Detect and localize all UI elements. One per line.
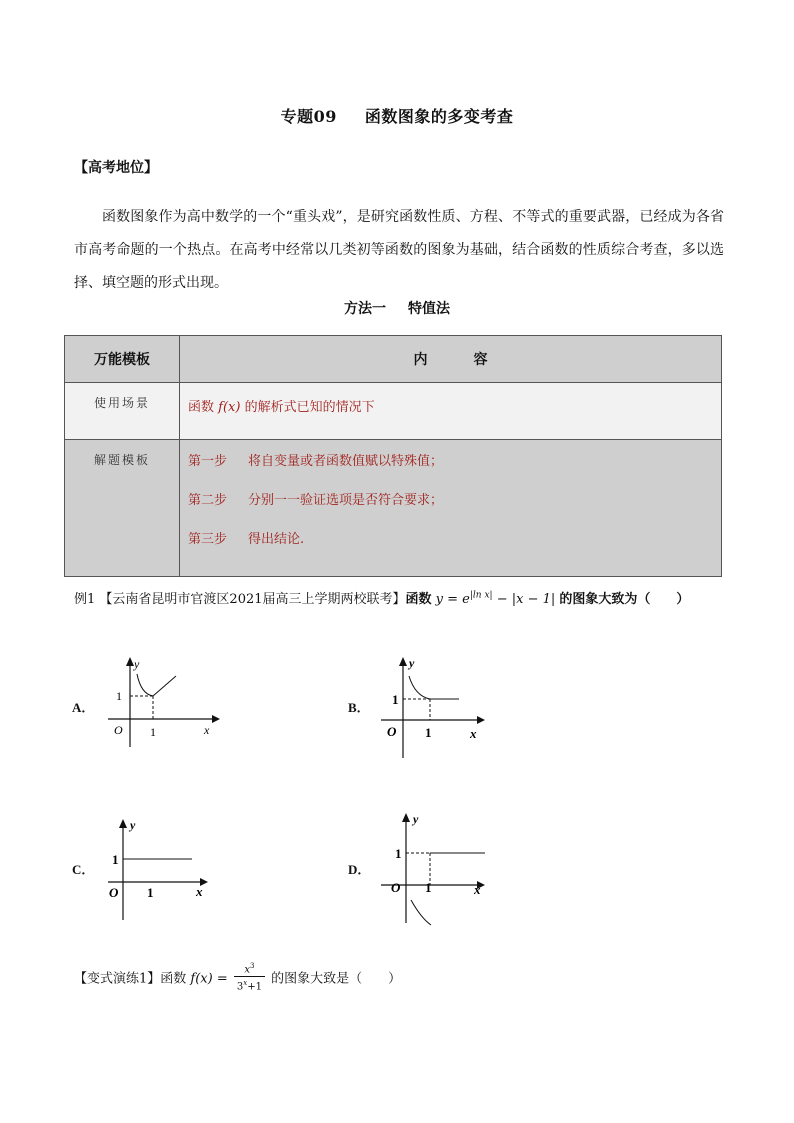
usage-prefix: 函数 [188, 400, 215, 415]
x-axis-arrow [477, 716, 485, 724]
example-source: 【云南省昆明市官渡区2021届高三上学期两校联考】 [99, 592, 406, 607]
steps-content-cell [180, 440, 722, 577]
y-tick-label: 1 [392, 692, 399, 707]
curve-left [409, 676, 430, 699]
x-tick-label: 1 [147, 885, 154, 900]
usage-label-cell [65, 383, 180, 440]
option-b-graph[interactable] [373, 652, 493, 762]
y-tick-label: 1 [395, 846, 402, 861]
method-heading [0, 298, 794, 318]
option-d-label[interactable]: D． [348, 862, 371, 877]
step-3: 第三步 得出结论. [188, 532, 305, 547]
usage-content-cell [180, 383, 722, 440]
curve-left [137, 674, 153, 696]
curve-left [411, 900, 431, 925]
header-content-a: 内 [413, 352, 428, 368]
origin-label: O [114, 723, 123, 737]
variant-prefix: 【变式演练1】函数 [74, 971, 187, 987]
x-tick-label: 1 [150, 725, 156, 739]
x-label: x [196, 884, 203, 899]
x-label: x [470, 726, 477, 741]
steps-label: 解题模板 [93, 453, 150, 467]
y-axis-arrow [402, 813, 410, 822]
y-label: y [130, 818, 136, 832]
option-c-graph[interactable] [100, 814, 220, 924]
option-a-graph[interactable] [100, 652, 225, 752]
example-tail: 的图象大致为（ ） [559, 592, 690, 607]
x-label: x [204, 723, 210, 737]
title-number: 专题09 [280, 107, 337, 126]
header-content-cell [180, 336, 722, 383]
curve-right [153, 676, 176, 696]
option-b-label[interactable]: B． [348, 700, 370, 715]
variant-1 [74, 962, 401, 996]
y-axis-arrow [126, 657, 134, 666]
method-number: 方法一 [344, 301, 386, 317]
origin-label: O [109, 885, 119, 900]
variant-func: f(x) = [190, 971, 228, 987]
step-2: 第二步 分别一一验证选项是否符合要求； [188, 493, 444, 508]
y-axis-arrow [119, 819, 127, 828]
option-a-label[interactable]: A． [72, 700, 95, 715]
intro-paragraph: 函数图象作为高中数学的一个“重头戏”，是研究函数性质、方程、不等式的重要武器，已经成为各省市高考命题的一个热点。在高考中经常以几类初等函数的图象为基础，结合函数的性质综合考查，多以选择、填空题的形式出现。 [74, 209, 724, 291]
option-d-graph[interactable] [373, 808, 493, 928]
option-c-label[interactable]: C． [72, 862, 95, 877]
section-heading: 【高考地位】 [74, 160, 158, 176]
step-1: 第一步 将自变量或者函数值赋以特殊值； [188, 454, 444, 469]
header-content-b: 容 [473, 352, 488, 368]
variant-fraction: $\frac{x^3}{3^x+1}$ [234, 960, 265, 994]
usage-func: f(x) [218, 400, 241, 415]
example-prefix: 例1 [74, 592, 96, 607]
y-label: y [409, 656, 415, 670]
variant-tail: 的图象大致是（ ） [271, 971, 402, 987]
y-label: y [134, 657, 140, 671]
origin-label: O [391, 880, 401, 895]
x-tick-label: 1 [425, 880, 432, 895]
template-table [64, 335, 722, 577]
header-template-cell: 万能模板 [65, 336, 180, 383]
x-tick-label: 1 [425, 725, 432, 740]
y-tick-label: 1 [112, 852, 119, 867]
method-name: 特值法 [408, 301, 450, 317]
table-row-steps [65, 440, 722, 577]
title-text: 函数图象的多变考查 [364, 107, 514, 126]
table-header-row [65, 336, 722, 383]
x-label: x [474, 882, 481, 897]
usage-label: 使用场景 [93, 396, 150, 410]
table-row-usage [65, 383, 722, 440]
y-axis-arrow [399, 657, 407, 666]
origin-label: O [387, 724, 397, 739]
x-axis-arrow [212, 715, 220, 723]
example-formula: $y = e^{|ln x|} - |x - 1|$ [435, 590, 556, 607]
example-lead: 函数 [405, 592, 432, 607]
y-label: y [413, 812, 419, 826]
steps-label-cell [65, 440, 180, 577]
usage-suffix: 的解析式已知的情况下 [244, 400, 375, 415]
example-1 [74, 588, 689, 607]
y-tick-label: 1 [116, 689, 122, 703]
page-title [0, 104, 794, 127]
